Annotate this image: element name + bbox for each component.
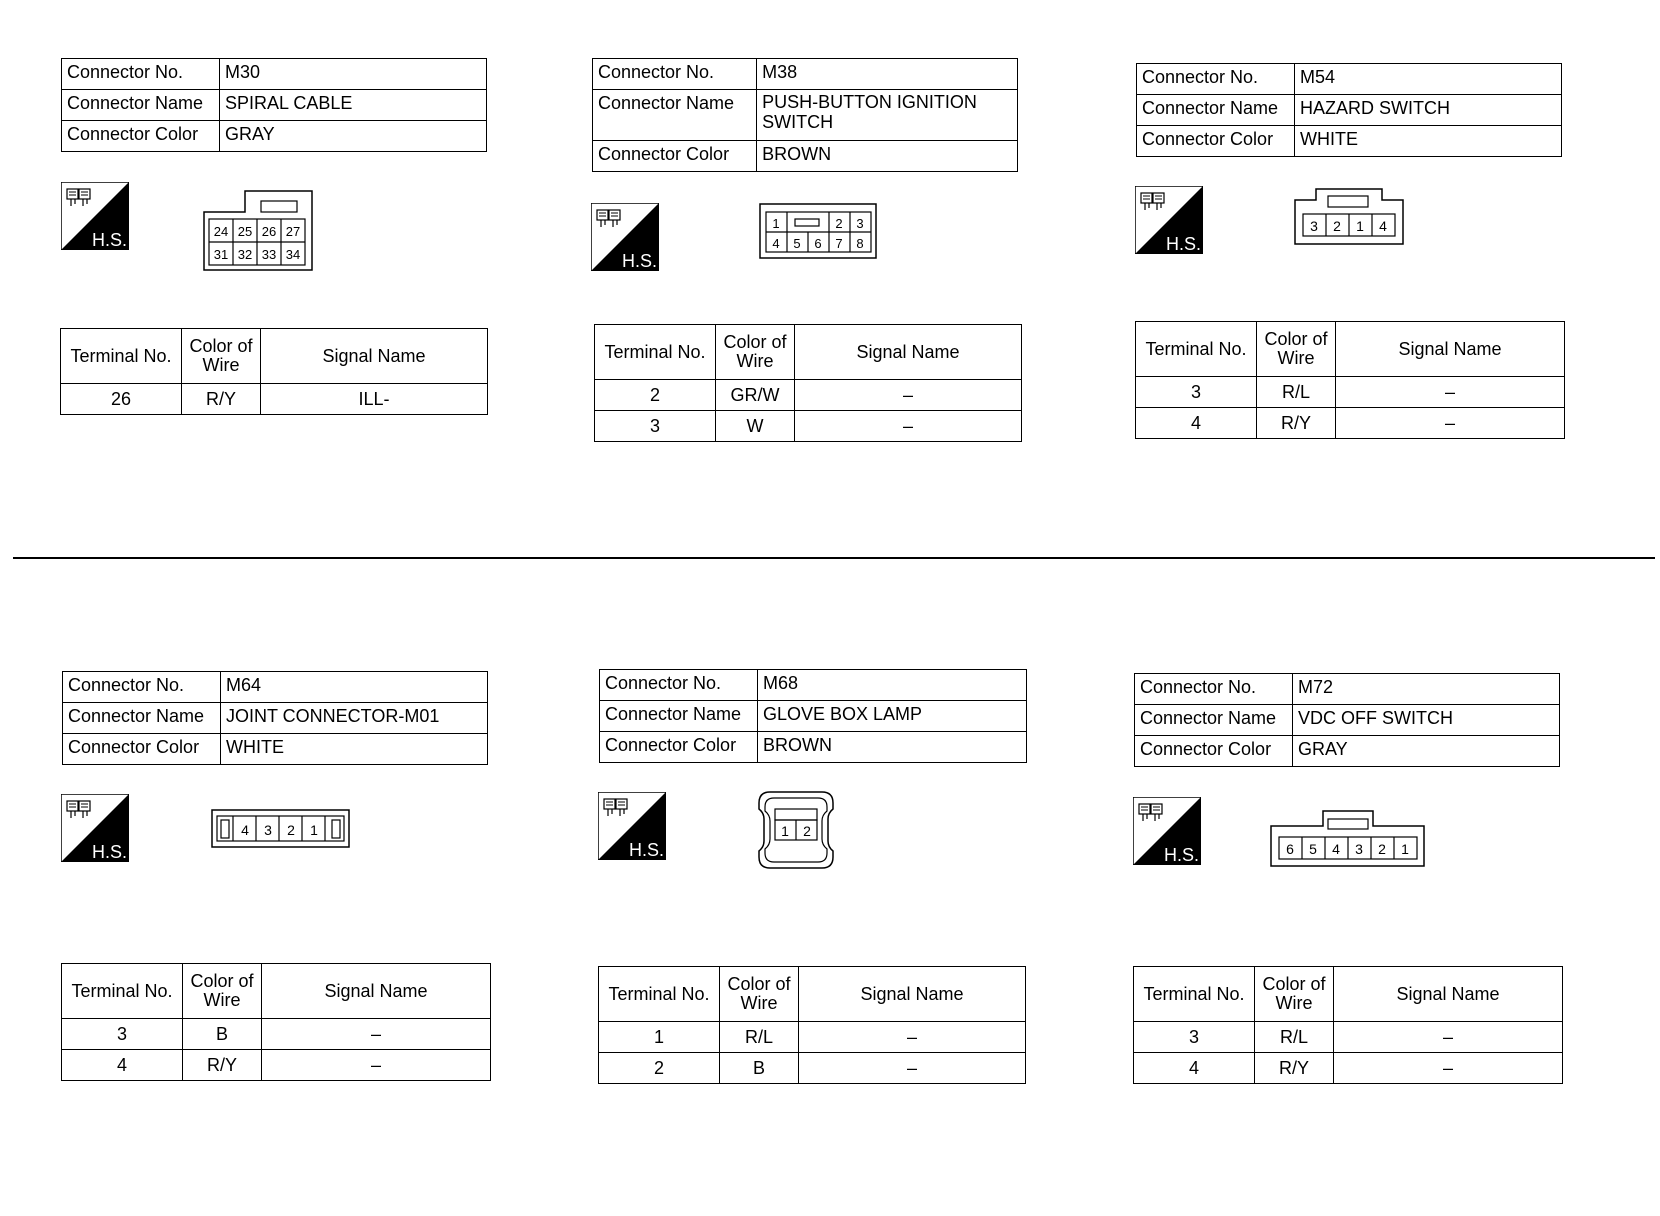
hs-label: H.S. xyxy=(1165,234,1201,254)
signal-name-header: Signal Name xyxy=(799,967,1026,1022)
color-of-wire-header: Color of Wire xyxy=(716,325,795,380)
signal-name-cell: – xyxy=(1336,377,1565,408)
pin-label: 32 xyxy=(237,247,253,262)
pin-label: 3 xyxy=(264,822,272,838)
pin-label: 6 xyxy=(1286,841,1294,857)
connector-name-label: Connector Name xyxy=(62,90,220,121)
connector-color-label: Connector Color xyxy=(63,734,221,765)
signal-name-cell: – xyxy=(1334,1022,1563,1053)
connector-no-value: M30 xyxy=(220,59,487,90)
connector-name-value: GLOVE BOX LAMP xyxy=(758,701,1027,732)
connector-no-value: M38 xyxy=(757,59,1018,90)
signal-name-header: Signal Name xyxy=(262,964,491,1019)
wire-color-cell: GR/W xyxy=(716,380,795,411)
connector-name-value: SPIRAL CABLE xyxy=(220,90,487,121)
pin-label: 4 xyxy=(772,236,780,251)
connector-name-value: VDC OFF SWITCH xyxy=(1293,705,1560,736)
pin-label: 33 xyxy=(261,247,277,262)
pin-label: 4 xyxy=(241,822,249,838)
harness-side-icon xyxy=(1133,797,1201,865)
pin-label: 2 xyxy=(803,823,811,839)
terminal-table-m64 xyxy=(61,963,491,1081)
wire-color-cell: R/Y xyxy=(1257,408,1336,439)
harness-side-icon xyxy=(61,794,129,862)
connector-no-value: M64 xyxy=(221,672,488,703)
color-of-wire-header: Color of Wire xyxy=(720,967,799,1022)
pin-label: 1 xyxy=(310,822,318,838)
terminal-no-header: Terminal No. xyxy=(599,967,720,1022)
table-row xyxy=(1134,1053,1563,1084)
connector-name-value: JOINT CONNECTOR-M01 xyxy=(221,703,488,734)
connector-block-m38 xyxy=(592,58,1018,172)
section-divider xyxy=(13,557,1655,559)
pin-label: 5 xyxy=(793,236,801,251)
hs-badge xyxy=(598,792,666,860)
connector-name-label: Connector Name xyxy=(63,703,221,734)
terminal-no-cell: 1 xyxy=(599,1022,720,1053)
terminal-no-header: Terminal No. xyxy=(62,964,183,1019)
pin-label: 27 xyxy=(285,224,301,239)
connector-name-label: Connector Name xyxy=(1135,705,1293,736)
wire-color-cell: R/Y xyxy=(183,1050,262,1081)
pin-label: 4 xyxy=(1379,218,1387,234)
table-row xyxy=(595,411,1022,442)
signal-name-header: Signal Name xyxy=(1334,967,1563,1022)
pin-label: 1 xyxy=(781,823,789,839)
terminal-no-cell: 2 xyxy=(599,1053,720,1084)
connector-block-m54 xyxy=(1136,63,1562,157)
terminal-no-cell: 26 xyxy=(61,384,182,415)
pin-label: 34 xyxy=(285,247,301,262)
signal-name-cell: – xyxy=(799,1053,1026,1084)
terminal-no-cell: 4 xyxy=(1136,408,1257,439)
connector-info-table xyxy=(1134,673,1560,767)
harness-side-icon xyxy=(61,182,129,250)
pin-label: 2 xyxy=(1378,841,1386,857)
signal-name-cell: – xyxy=(1336,408,1565,439)
terminal-no-cell: 4 xyxy=(62,1050,183,1081)
connector-no-label: Connector No. xyxy=(1135,674,1293,705)
hs-badge xyxy=(1135,186,1203,254)
color-of-wire-header: Color of Wire xyxy=(1257,322,1336,377)
pin-label: 1 xyxy=(1401,841,1409,857)
pin-label: 31 xyxy=(213,247,229,262)
signal-name-cell: – xyxy=(795,411,1022,442)
connector-face-diagram xyxy=(756,789,836,871)
terminal-table-m68 xyxy=(598,966,1026,1084)
connector-name-value: PUSH-BUTTON IGNITION SWITCH xyxy=(757,90,1018,141)
connector-name-label: Connector Name xyxy=(1137,95,1295,126)
signal-name-header: Signal Name xyxy=(795,325,1022,380)
pin-label: 2 xyxy=(287,822,295,838)
hs-badge xyxy=(1133,797,1201,865)
pin-label: 26 xyxy=(261,224,277,239)
terminal-no-cell: 3 xyxy=(1134,1022,1255,1053)
harness-side-icon xyxy=(1135,186,1203,254)
hs-label: H.S. xyxy=(91,842,127,862)
color-of-wire-header: Color of Wire xyxy=(183,964,262,1019)
connector-color-label: Connector Color xyxy=(1135,736,1293,767)
table-row xyxy=(595,380,1022,411)
signal-name-cell: – xyxy=(262,1050,491,1081)
wire-color-cell: R/Y xyxy=(1255,1053,1334,1084)
pin-label: 24 xyxy=(213,224,229,239)
connector-info-table xyxy=(592,58,1018,172)
table-row xyxy=(599,1022,1026,1053)
connector-no-value: M54 xyxy=(1295,64,1562,95)
connector-no-label: Connector No. xyxy=(600,670,758,701)
connector-color-label: Connector Color xyxy=(1137,126,1295,157)
table-row xyxy=(1134,1022,1563,1053)
connector-name-label: Connector Name xyxy=(593,90,757,141)
hs-badge xyxy=(61,794,129,862)
terminal-no-cell: 3 xyxy=(595,411,716,442)
connector-no-value: M72 xyxy=(1293,674,1560,705)
connector-block-m68 xyxy=(599,669,1027,763)
wire-color-cell: B xyxy=(183,1019,262,1050)
connector-no-value: M68 xyxy=(758,670,1027,701)
terminal-table-m30 xyxy=(60,328,488,415)
signal-name-cell: – xyxy=(799,1022,1026,1053)
connector-block-m72 xyxy=(1134,673,1560,767)
pin-label: 25 xyxy=(237,224,253,239)
terminal-no-header: Terminal No. xyxy=(1134,967,1255,1022)
signal-name-cell: – xyxy=(1334,1053,1563,1084)
connector-face-diagram xyxy=(1270,810,1426,868)
connector-info-table xyxy=(61,58,487,152)
terminal-no-header: Terminal No. xyxy=(595,325,716,380)
connector-no-label: Connector No. xyxy=(62,59,220,90)
connector-color-value: GRAY xyxy=(1293,736,1560,767)
terminal-table-m38 xyxy=(594,324,1022,442)
terminal-table-m54 xyxy=(1135,321,1565,439)
signal-name-cell: – xyxy=(262,1019,491,1050)
connector-block-m64 xyxy=(62,671,488,765)
terminal-no-cell: 2 xyxy=(595,380,716,411)
wire-color-cell: W xyxy=(716,411,795,442)
hs-label: H.S. xyxy=(1163,845,1199,865)
hs-label: H.S. xyxy=(621,251,657,271)
connector-block-m30 xyxy=(61,58,487,152)
harness-side-icon xyxy=(598,792,666,860)
terminal-no-cell: 3 xyxy=(1136,377,1257,408)
wire-color-cell: R/Y xyxy=(182,384,261,415)
connector-face-diagram xyxy=(1294,188,1404,245)
wire-color-cell: R/L xyxy=(1255,1022,1334,1053)
hs-label: H.S. xyxy=(91,230,127,250)
pin-label: 4 xyxy=(1332,841,1340,857)
pin-label: 5 xyxy=(1309,841,1317,857)
wire-color-cell: B xyxy=(720,1053,799,1084)
connector-face-diagram xyxy=(211,809,351,849)
connector-name-value: HAZARD SWITCH xyxy=(1295,95,1562,126)
table-row xyxy=(62,1019,491,1050)
pin-label: 3 xyxy=(856,216,864,231)
signal-name-header: Signal Name xyxy=(1336,322,1565,377)
table-row xyxy=(62,1050,491,1081)
table-row xyxy=(61,384,488,415)
signal-name-header: Signal Name xyxy=(261,329,488,384)
connector-color-label: Connector Color xyxy=(593,141,757,172)
pin-label: 8 xyxy=(856,236,864,251)
connector-color-value: BROWN xyxy=(757,141,1018,172)
signal-name-cell: – xyxy=(795,380,1022,411)
terminal-no-cell: 4 xyxy=(1134,1053,1255,1084)
pin-label: 1 xyxy=(1356,218,1364,234)
connector-color-label: Connector Color xyxy=(62,121,220,152)
connector-no-label: Connector No. xyxy=(1137,64,1295,95)
connector-info-table xyxy=(1136,63,1562,157)
table-row xyxy=(599,1053,1026,1084)
connector-color-value: BROWN xyxy=(758,732,1027,763)
pin-label: 1 xyxy=(772,216,780,231)
hs-badge xyxy=(61,182,129,250)
pin-label: 2 xyxy=(1333,218,1341,234)
hs-label: H.S. xyxy=(628,840,664,860)
pin-label: 2 xyxy=(835,216,843,231)
terminal-no-header: Terminal No. xyxy=(61,329,182,384)
color-of-wire-header: Color of Wire xyxy=(182,329,261,384)
table-row xyxy=(1136,408,1565,439)
table-row xyxy=(1136,377,1565,408)
connector-face-diagram xyxy=(203,189,313,271)
color-of-wire-header: Color of Wire xyxy=(1255,967,1334,1022)
pin-label: 7 xyxy=(835,236,843,251)
connector-color-value: GRAY xyxy=(220,121,487,152)
wire-color-cell: R/L xyxy=(720,1022,799,1053)
pin-label: 3 xyxy=(1355,841,1363,857)
connector-color-value: WHITE xyxy=(1295,126,1562,157)
connector-face-diagram xyxy=(759,203,877,259)
pin-label: 6 xyxy=(814,236,822,251)
connector-no-label: Connector No. xyxy=(593,59,757,90)
terminal-no-header: Terminal No. xyxy=(1136,322,1257,377)
connector-color-value: WHITE xyxy=(221,734,488,765)
connector-color-label: Connector Color xyxy=(600,732,758,763)
wire-color-cell: R/L xyxy=(1257,377,1336,408)
pin-label: 3 xyxy=(1310,218,1318,234)
hs-badge xyxy=(591,203,659,271)
terminal-no-cell: 3 xyxy=(62,1019,183,1050)
signal-name-cell: ILL- xyxy=(261,384,488,415)
harness-side-icon xyxy=(591,203,659,271)
connector-info-table xyxy=(62,671,488,765)
connector-name-label: Connector Name xyxy=(600,701,758,732)
terminal-table-m72 xyxy=(1133,966,1563,1084)
connector-info-table xyxy=(599,669,1027,763)
connector-no-label: Connector No. xyxy=(63,672,221,703)
